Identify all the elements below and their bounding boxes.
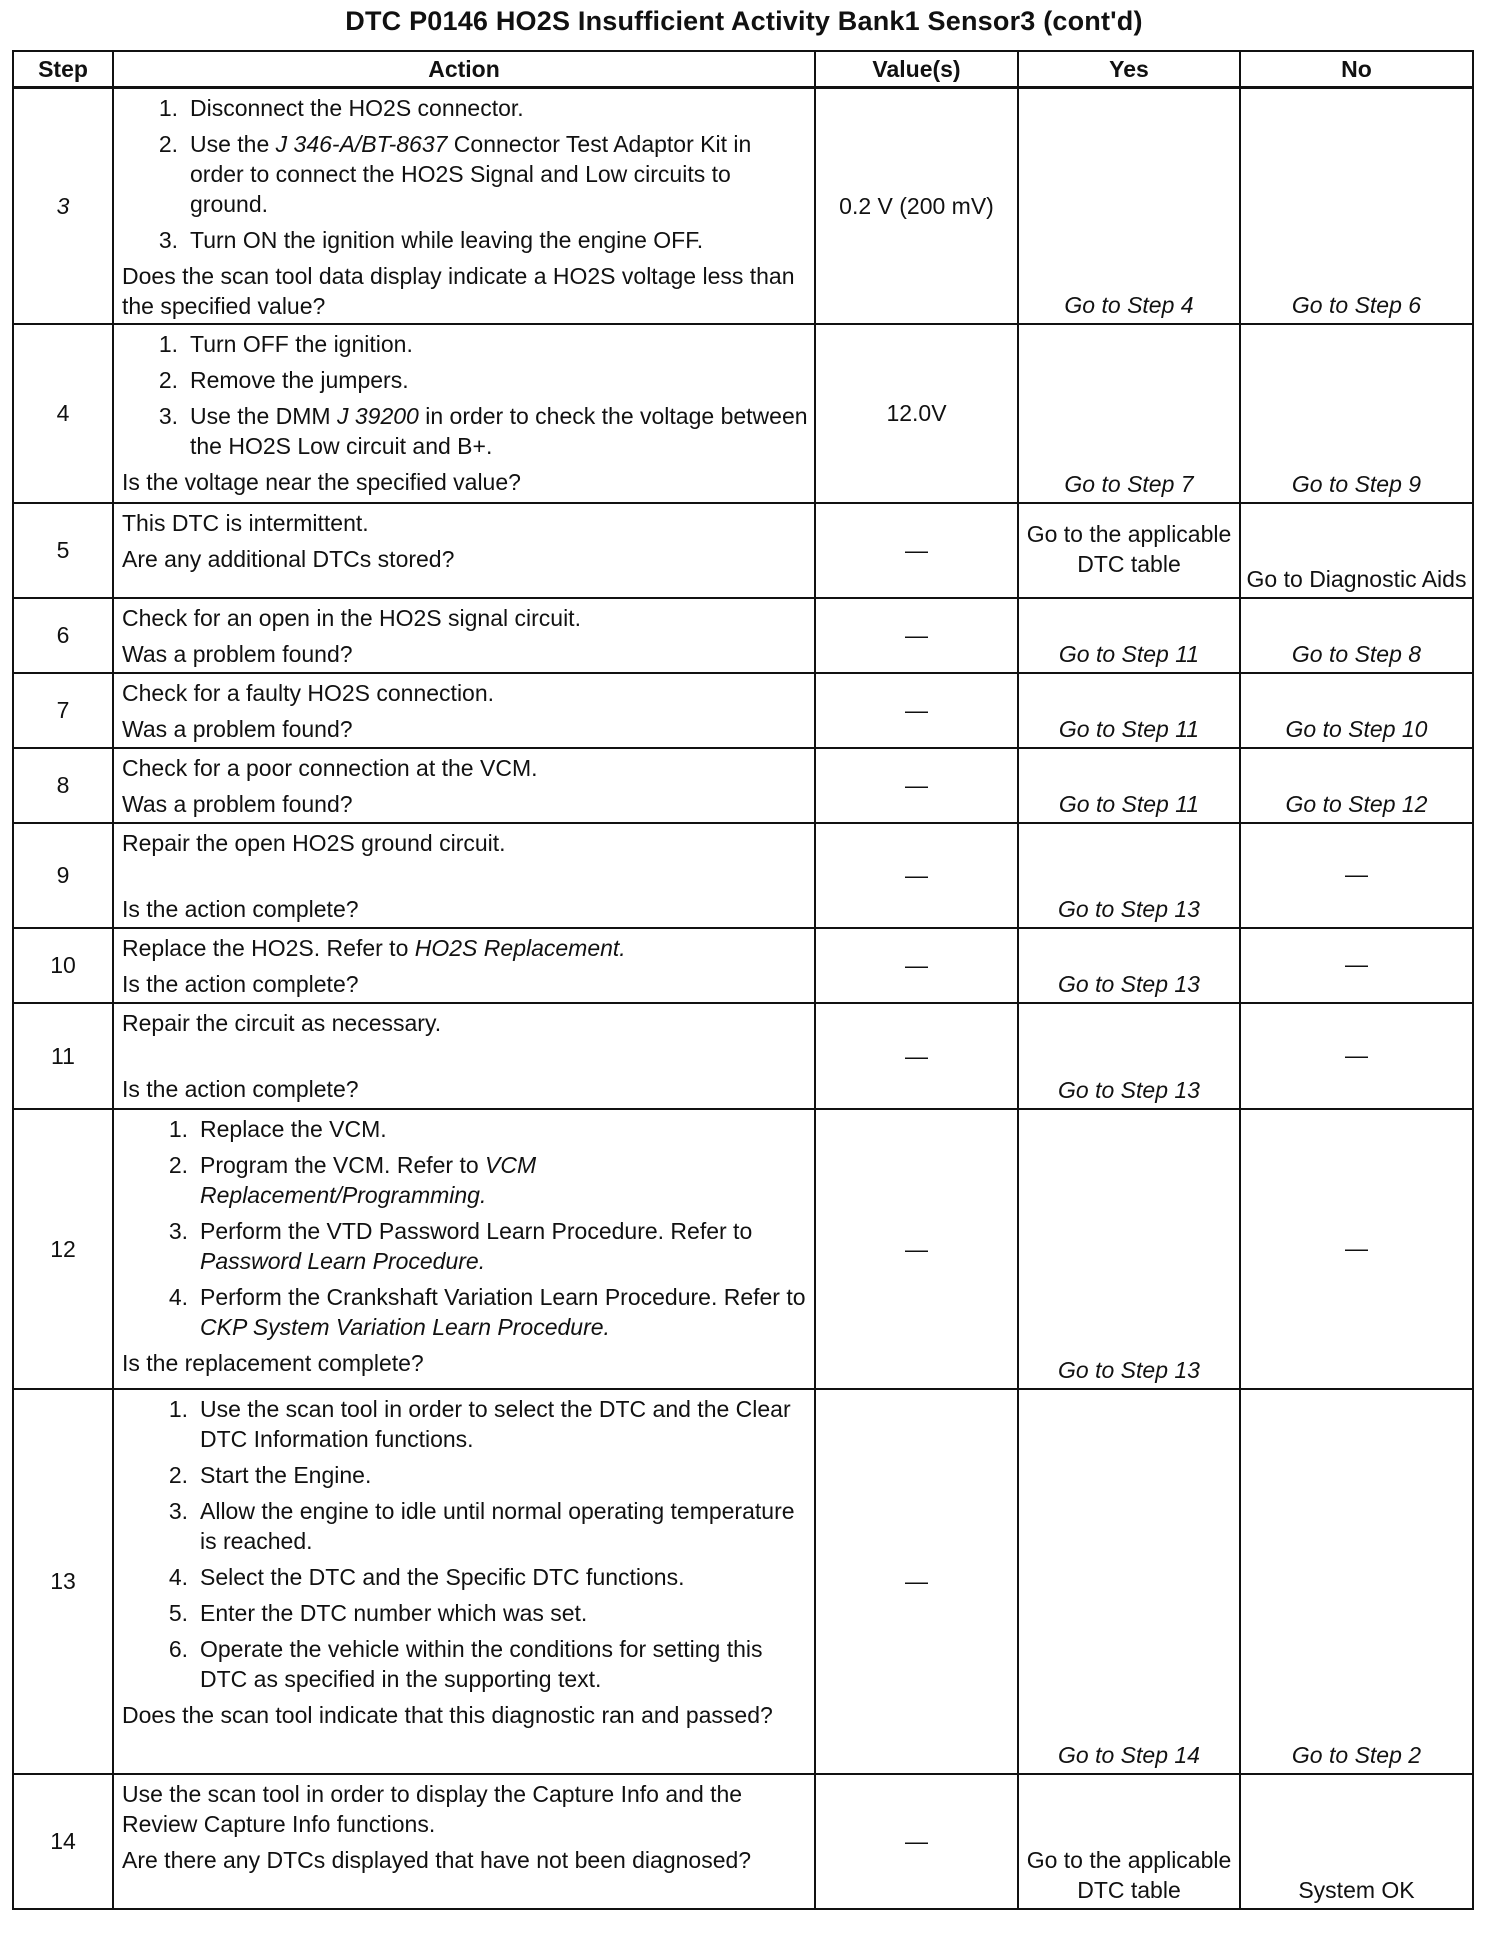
action-question: Is the voltage near the specified value? (122, 469, 521, 495)
step-number: 13 (13, 1389, 113, 1774)
table-row-step-3 (13, 88, 1473, 325)
no-cell: Go to Step 6 (1240, 88, 1473, 325)
yes-cell: Go to Step 13 (1018, 823, 1240, 928)
value-cell: — (815, 598, 1018, 673)
no-cell: — (1240, 823, 1473, 928)
yes-cell: Go to Step 4 (1018, 88, 1240, 325)
table-row-step-7 (13, 673, 1473, 748)
header-step: Step (13, 51, 113, 88)
step-number: 7 (13, 673, 113, 748)
value-cell: — (815, 503, 1018, 598)
action-cell (113, 88, 815, 325)
table-row-step-5 (13, 503, 1473, 598)
action-question: Is the replacement complete? (122, 1350, 424, 1376)
step-number: 3 (13, 88, 113, 325)
value-cell: — (815, 823, 1018, 928)
action-text: Check for an open in the HO2S signal circuit. (122, 605, 581, 631)
procedure-reference: VCM Replacement/Programming. (200, 1152, 537, 1208)
action-cell (113, 1109, 815, 1389)
action-text: Check for a faulty HO2S connection. (122, 680, 495, 706)
action-item: 3. Perform the VTD Password Learn Procedure. Refer to Password Learn Procedure. (168, 1218, 753, 1274)
action-question: Was a problem found? (122, 641, 353, 667)
yes-cell: Go to the applicable DTC table (1018, 503, 1240, 598)
action-item: 2. Use the J 346-A/BT-8637 Connector Test Adaptor Kit in order to connect the HO2S Signal and Low circuits to ground. (158, 131, 752, 217)
action-item: 2. Remove the jumpers. (158, 367, 409, 393)
action-item: 1. Use the scan tool in order to select the DTC and the Clear DTC Information functions. (168, 1396, 791, 1452)
yes-cell: Go to Step 13 (1018, 1003, 1240, 1109)
procedure-reference: HO2S Replacement. (414, 935, 626, 961)
action-item: 1. Disconnect the HO2S connector. (158, 95, 524, 121)
action-item: 1. Replace the VCM. (168, 1116, 387, 1142)
value-cell: — (815, 1389, 1018, 1774)
no-cell: — (1240, 1109, 1473, 1389)
action-item: 5. Enter the DTC number which was set. (168, 1600, 588, 1626)
action-question: Was a problem found? (122, 716, 353, 742)
procedure-reference: CKP System Variation Learn Procedure. (200, 1314, 610, 1340)
action-text: Repair the open HO2S ground circuit. (122, 830, 506, 856)
action-question: Does the scan tool indicate that this diagnostic ran and passed? (122, 1702, 773, 1728)
action-cell (113, 1774, 815, 1909)
action-text: Repair the circuit as necessary. (122, 1010, 442, 1036)
step-number: 9 (13, 823, 113, 928)
yes-cell: Go to Step 11 (1018, 598, 1240, 673)
value-cell: 0.2 V (200 mV) (815, 88, 1018, 325)
step-number: 12 (13, 1109, 113, 1389)
action-cell (113, 748, 815, 823)
header-no: No (1240, 51, 1473, 88)
value-cell: 12.0V (815, 324, 1018, 503)
step-number: 14 (13, 1774, 113, 1909)
yes-cell: Go to Step 13 (1018, 1109, 1240, 1389)
no-cell: — (1240, 928, 1473, 1003)
no-cell: Go to Step 10 (1240, 673, 1473, 748)
procedure-reference: Password Learn Procedure. (200, 1248, 486, 1274)
step-number: 11 (13, 1003, 113, 1109)
action-item: 1. Turn OFF the ignition. (158, 331, 413, 357)
action-item: 3. Use the DMM J 39200 in order to check the voltage between the HO2S Low circuit and B+. (158, 403, 808, 459)
step-number: 4 (13, 324, 113, 503)
tool-reference: J 346-A/BT-8637 (275, 131, 448, 157)
table-row-step-14 (13, 1774, 1473, 1909)
no-cell: System OK (1240, 1774, 1473, 1909)
value-cell: — (815, 748, 1018, 823)
yes-cell: Go to Step 14 (1018, 1389, 1240, 1774)
action-cell (113, 823, 815, 928)
action-cell (113, 503, 815, 598)
value-cell: — (815, 673, 1018, 748)
action-question: Was a problem found? (122, 791, 353, 817)
table-row-step-13 (13, 1389, 1473, 1774)
step-number: 10 (13, 928, 113, 1003)
step-number: 5 (13, 503, 113, 598)
table-header-row (13, 51, 1473, 88)
yes-cell: Go to Step 11 (1018, 748, 1240, 823)
table-row-step-9 (13, 823, 1473, 928)
table-row-step-8 (13, 748, 1473, 823)
action-item: 4. Select the DTC and the Specific DTC functions. (168, 1564, 685, 1590)
action-question: Is the action complete? (122, 1076, 359, 1102)
action-text: This DTC is intermittent. (122, 510, 369, 536)
value-cell: — (815, 1774, 1018, 1909)
action-item: 4. Perform the Crankshaft Variation Learn Procedure. Refer to CKP System Variation Learn Procedure. (168, 1284, 806, 1340)
yes-cell: Go to Step 7 (1018, 324, 1240, 503)
header-values: Value(s) (815, 51, 1018, 88)
yes-cell: Go to the applicable DTC table (1018, 1774, 1240, 1909)
header-yes: Yes (1018, 51, 1240, 88)
action-item: 2. Program the VCM. Refer to VCM Replacement/Programming. (168, 1152, 537, 1208)
action-question: Is the action complete? (122, 896, 359, 922)
step-number: 8 (13, 748, 113, 823)
action-cell (113, 598, 815, 673)
no-cell: Go to Step 2 (1240, 1389, 1473, 1774)
header-action: Action (113, 51, 815, 88)
no-cell: Go to Diagnostic Aids (1240, 503, 1473, 598)
tool-reference: J 39200 (336, 403, 419, 429)
table-row-step-12 (13, 1109, 1473, 1389)
action-cell (113, 928, 815, 1003)
page-title: DTC P0146 HO2S Insufficient Activity Bank1 Sensor3 (cont'd) (345, 6, 1143, 36)
action-item: 6. Operate the vehicle within the conditions for setting this DTC as specified in the supporting text. (168, 1636, 763, 1692)
action-question: Are any additional DTCs stored? (122, 546, 455, 572)
table-row-step-6 (13, 598, 1473, 673)
no-cell: Go to Step 12 (1240, 748, 1473, 823)
table-row-step-10 (13, 928, 1473, 1003)
yes-cell: Go to Step 13 (1018, 928, 1240, 1003)
no-cell: — (1240, 1003, 1473, 1109)
no-cell: Go to Step 9 (1240, 324, 1473, 503)
action-cell (113, 1003, 815, 1109)
action-text: Check for a poor connection at the VCM. (122, 755, 538, 781)
action-cell (113, 1389, 815, 1774)
action-item: 3. Allow the engine to idle until normal operating temperature is reached. (168, 1498, 795, 1554)
action-text: Replace the HO2S. Refer to HO2S Replacement. (122, 935, 626, 961)
action-question: Are there any DTCs displayed that have not been diagnosed? (122, 1847, 752, 1873)
diagnostic-table (12, 50, 1474, 1910)
table-row-step-11 (13, 1003, 1473, 1109)
action-cell (113, 324, 815, 503)
action-item: 3. Turn ON the ignition while leaving the engine OFF. (158, 227, 704, 253)
value-cell: — (815, 1109, 1018, 1389)
action-cell (113, 673, 815, 748)
action-item: 2. Start the Engine. (168, 1462, 372, 1488)
yes-cell: Go to Step 11 (1018, 673, 1240, 748)
step-number: 6 (13, 598, 113, 673)
action-question: Is the action complete? (122, 971, 359, 997)
no-cell: Go to Step 8 (1240, 598, 1473, 673)
value-cell: — (815, 1003, 1018, 1109)
table-row-step-4 (13, 324, 1473, 503)
action-text: Use the scan tool in order to display the Capture Info and the Review Capture Info functions. (122, 1781, 743, 1837)
action-question: Does the scan tool data display indicate a HO2S voltage less than the specified value? (122, 263, 795, 319)
value-cell: — (815, 928, 1018, 1003)
